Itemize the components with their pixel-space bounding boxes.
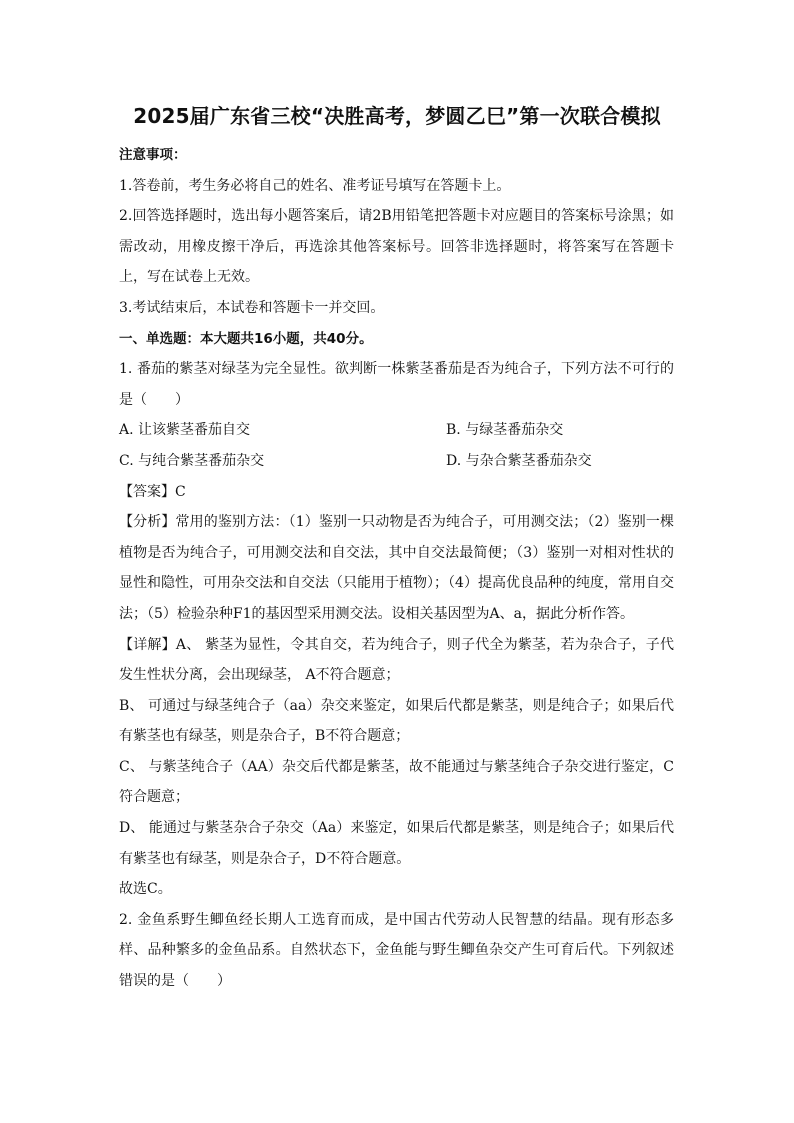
exam-title: 2025届广东省三校“决胜高考，梦圆乙巳”第一次联合模拟 (133, 104, 661, 128)
notice-item-1: 1.答卷前，考生务必将自己的姓名、准考证号填写在答题卡上。 (119, 177, 511, 194)
detail-tag: 【详解】 (119, 636, 176, 653)
question-1-options-row-2 (119, 446, 674, 477)
question-1-conclusion: 故选C。 (119, 881, 172, 898)
question-1-detail-c: C、 与紫茎纯合子（AA）杂交后代都是紫茎，故不能通过与紫茎纯合子杂交进行鉴定，C符合题意； (119, 758, 674, 806)
detail-a-text: A、 紫茎为显性，令其自交，若为纯合子，则子代全为紫茎，若为杂合子，子代发生性状分离，会出现绿茎， A不符合题意； (119, 636, 675, 684)
question-1-option-c: C. 与纯合紫茎番茄杂交 (119, 452, 265, 469)
notice-heading: 注意事项： (119, 147, 187, 163)
question-1-detail-a (119, 630, 674, 691)
question-1-option-d: D. 与杂合紫茎番茄杂交 (446, 452, 592, 469)
question-1-detail-b: B、 可通过与绿茎纯合子（aa）杂交来鉴定，如果后代都是紫茎，则是纯合子；如果后代有紫茎也有绿茎，则是杂合子，B不符合题意； (119, 697, 674, 745)
question-1-analysis (119, 507, 674, 629)
section-heading: 一、单选题：本大题共16小题，共40分。 (119, 330, 373, 347)
answer-value: C (175, 483, 186, 500)
question-2-stem: 2. 金鱼系野生鲫鱼经长期人工选育而成，是中国古代劳动人民智慧的结晶。现有形态多样、品种繁多的金鱼品系。自然状态下，金鱼能与野生鲫鱼杂交产生可育后代。下列叙述错误的是（ ） (119, 911, 674, 990)
question-1-stem: 1. 番茄的紫茎对绿茎为完全显性。欲判断一株紫茎番茄是否为纯合子，下列方法不可行的是（ ） (119, 361, 674, 408)
notice-item-2: 2.回答选择题时，选出每小题答案后，请2B用铅笔把答题卡对应题目的答案标号涂黑；如需改动，用橡皮擦干净后，再选涂其他答案标号。回答非选择题时，将答案写在答题卡上，写在试卷上无效。 (119, 208, 674, 286)
question-1-option-a: A. 让该紫茎番茄自交 (119, 422, 251, 439)
question-1-detail-d: D、 能通过与紫茎杂合子杂交（Aa）来鉴定，如果后代都是紫茎，则是纯合子；如果后代有紫茎也有绿茎，则是杂合子，D不符合题意。 (119, 820, 674, 867)
exam-content (119, 140, 674, 997)
question-1-option-b: B. 与绿茎番茄杂交 (446, 422, 564, 439)
analysis-tag: 【分析】 (119, 514, 176, 531)
question-1-options-row-1 (119, 415, 674, 446)
answer-tag: 【答案】 (119, 483, 175, 500)
question-1-answer (119, 477, 674, 508)
notice-item-3: 3.考试结束后，本试卷和答题卡一并交回。 (119, 299, 385, 316)
analysis-text: 常用的鉴别方法：（1）鉴别一只动物是否为纯合子，可用测交法；（2）鉴别一棵植物是否为纯合子，可用测交法和自交法，其中自交法最简便；（3）鉴别一对相对性状的显性和隐性，可用杂交法和自交法（只能用于植物）；（4）提高优良品种的纯度，常用自交法；（5）检验杂种F1的基因型采用测交法。设相关基因型为A、a，据此分析作答。 (119, 514, 675, 622)
